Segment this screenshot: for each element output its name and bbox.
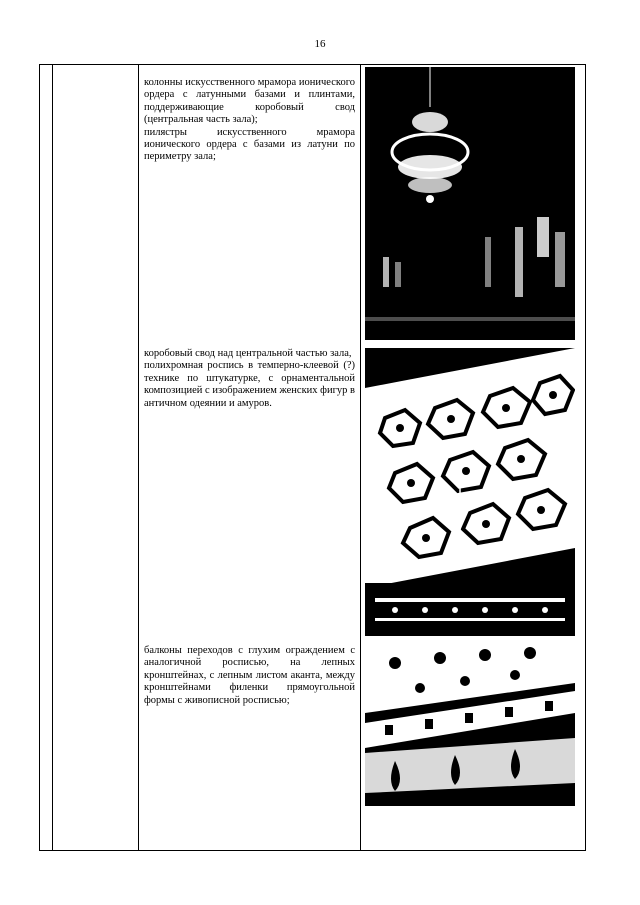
balcony-photo: [365, 643, 575, 806]
chandelier-photo: [365, 67, 575, 340]
row-1-paragraph-2: пилястры искусственного мрамора ионического ордера с базами из латуни по периметру зала;: [144, 126, 355, 163]
row-2-paragraph-2: полихромная роспись в темперно-клеевой (?) технике по штукатурке, с орнаментальной композицией с изображением женских фигур в античном одеянии и амуров.: [144, 360, 355, 409]
page-number: 16: [314, 38, 326, 50]
row-3-description: [144, 645, 355, 707]
column-divider: [138, 65, 139, 850]
row-2-description: [144, 348, 355, 410]
document-table: [39, 64, 586, 851]
ceiling-vault-photo: [365, 348, 575, 636]
column-divider: [52, 65, 53, 850]
row-1-paragraph-1: колонны искусственного мрамора ионического ордера с латунными базами и плинтами, поддерживающие коробовый свод (центральная часть зала);: [144, 77, 355, 126]
column-divider: [360, 65, 361, 850]
row-2-paragraph-1: коробовый свод над центральной частью зала,: [144, 348, 352, 359]
row-1-description: [144, 77, 355, 164]
row-3-paragraph-1: балконы переходов с глухим ограждением с аналогичной росписью, на лепных кронштейнах, с лепным листом аканта, между кронштейнами филенки прямоугольной формы с живописной росписью;: [144, 645, 355, 706]
